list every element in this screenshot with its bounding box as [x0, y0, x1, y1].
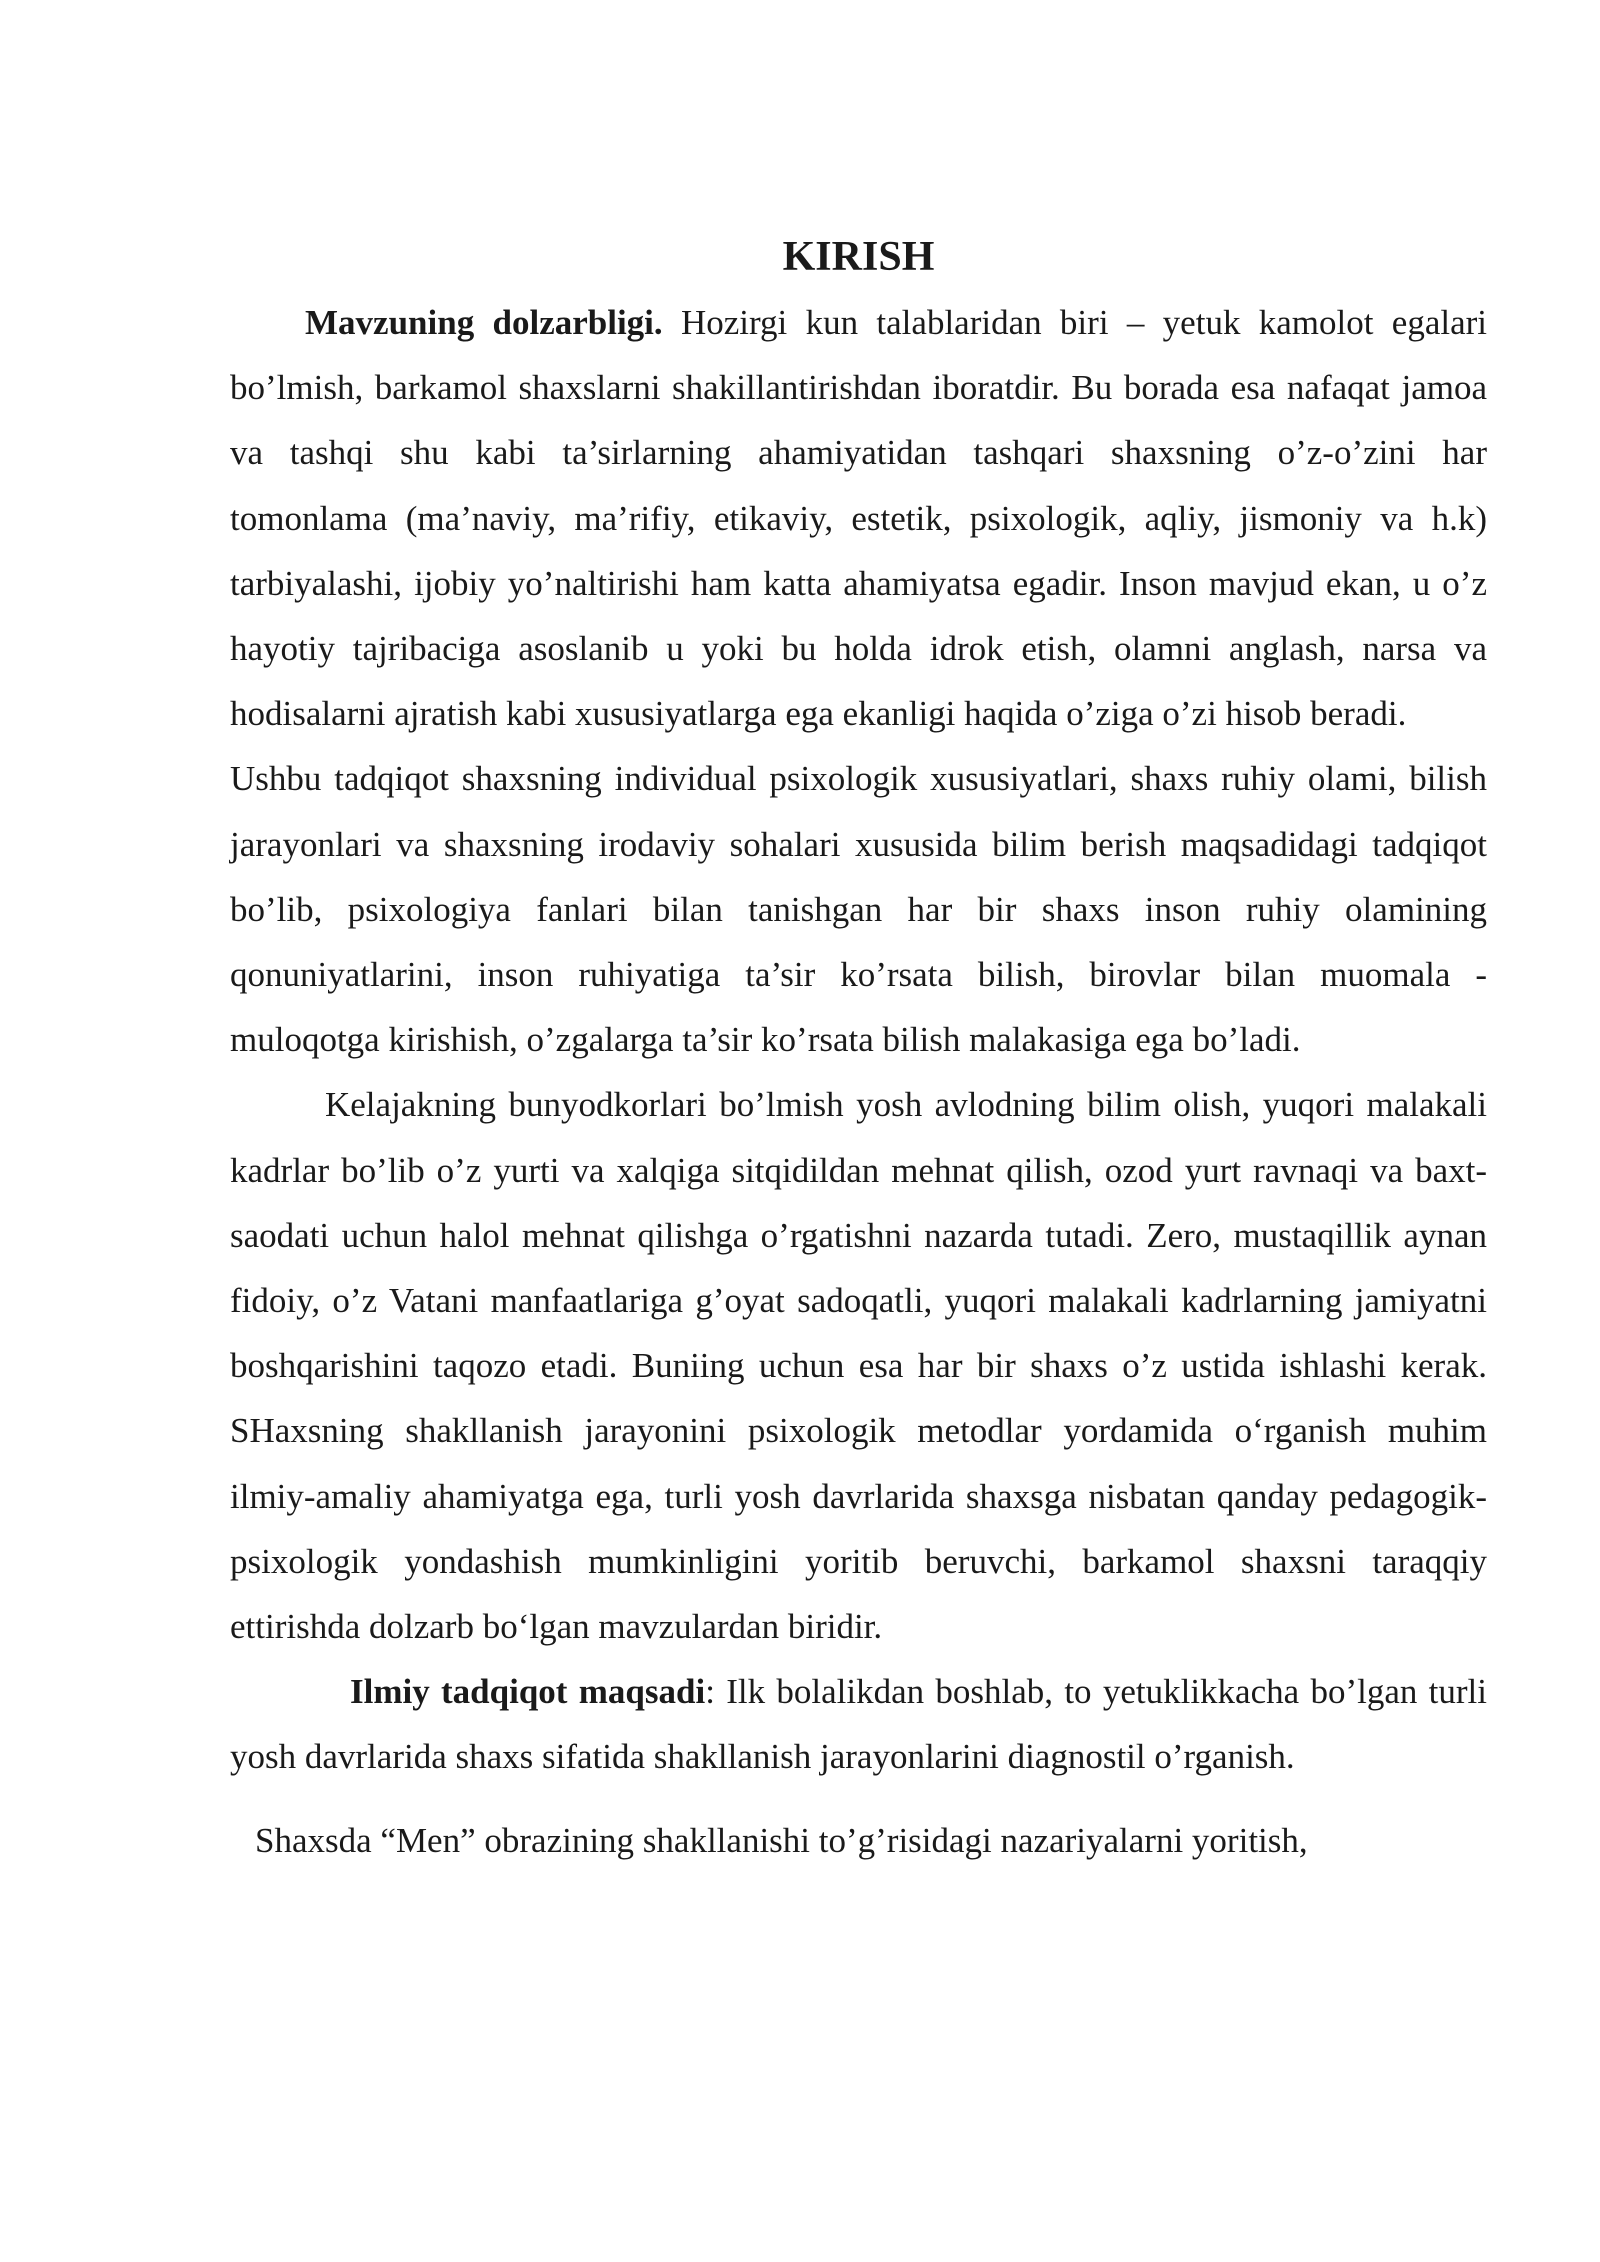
paragraph-study-description: Ushbu tadqiqot shaxsning individual psixologik xususiyatlari, shaxs ruhiy olami, bilish jarayonlari va shaxsning irodaviy sohalari xususida bilim berish maqsadidagi tadqiqot bo’lib, psixologiya fanlari bilan tanishgan har bir shaxs inson ruhiy olamining qonuniyatlarini, inson ruhiyatiga ta’sir ko’rsata bilish, birovlar bilan muomala - muloqotga kirishish, o’zgalarga ta’sir ko’rsata bilish malakasiga ega bo’ladi.: [230, 759, 1487, 1060]
paragraph-research-goal: [230, 1659, 1487, 1789]
document-title: KIRISH: [782, 234, 935, 280]
paragraph-future-builders: Kelajakning bunyodkorlari bo’lmish yosh avlodning bilim olish, yuqori malakali kadrlar bo’lib o’z yurti va xalqiga sitqidildan mehnat qilish, ozod yurt ravnaqi va baxt-saodati uchun halol mehnat qilishga o’rgatishni nazarda tutadi. Zero, mustaqillik aynan fidoiy, o’z Vatani manfaatlariga g’oyat sadoqatli, yuqori malakali kadrlarning jamiyatni boshqarishini taqozo etadi. Buniing uchun esa har bir shaxs o’z ustida ishlashi kerak. SHaxsning shakllanish jarayonini psixologik metodlar yordamida o‘rganish muhim ilmiy-amaliy ahamiyatga ega, turli yosh davrlarida shaxsga nisbatan qanday pedagogik-psixologik yondashish mumkinligini yoritib beruvchi, barkamol shaxsni taraqqiy ettirishda dolzarb bo‘lgan mavzulardan biridir.: [230, 1085, 1487, 1647]
paragraph-relevance: [230, 290, 1487, 746]
paragraph-text-relevance: Hozirgi kun talablaridan biri – yetuk kamolot egalari bo’lmish, barkamol shaxslarni shakillantirishdan iboratdir. Bu borada esa nafaqat jamoa va tashqi shu kabi ta’sirlarning ahamiyatidan tashqari shaxsning o’z-o’zini har tomonlama (ma’naviy, ma’rifiy, etikaviy, estetik, psixologik, aqliy, jismoniy va h.k) tarbiyalashi, ijobiy yo’naltirishi ham katta ahamiyatsa egadir. Inson mavjud ekan, u o’z hayotiy tajribaciga asoslanib u yoki bu holda idrok etish, olamni anglash, narsa va hodisalarni ajratish kabi xususiyatlarga ega ekanligi haqida o’ziga o’zi hisob beradi.: [230, 303, 1488, 734]
paragraph-lead-research-goal: Ilmiy tadqiqot maqsadi: [350, 1672, 706, 1712]
paragraph-lead-relevance: Mavzuning dolzarbligi.: [305, 303, 663, 342]
document-page: [230, 228, 1487, 1873]
paragraph-text-research-goal: : Ilk bolalikdan boshlab, to yetuklikkacha bo’lgan turli yosh davrlarida shaxs sifatida shakllanish jarayonlarini diagnostil o’rganish.: [230, 1672, 1487, 1777]
paragraph-self-image: Shaxsda “Men” obrazining shakllanishi to’g’risidagi nazariyalarni yoritish,: [255, 1820, 1308, 1860]
